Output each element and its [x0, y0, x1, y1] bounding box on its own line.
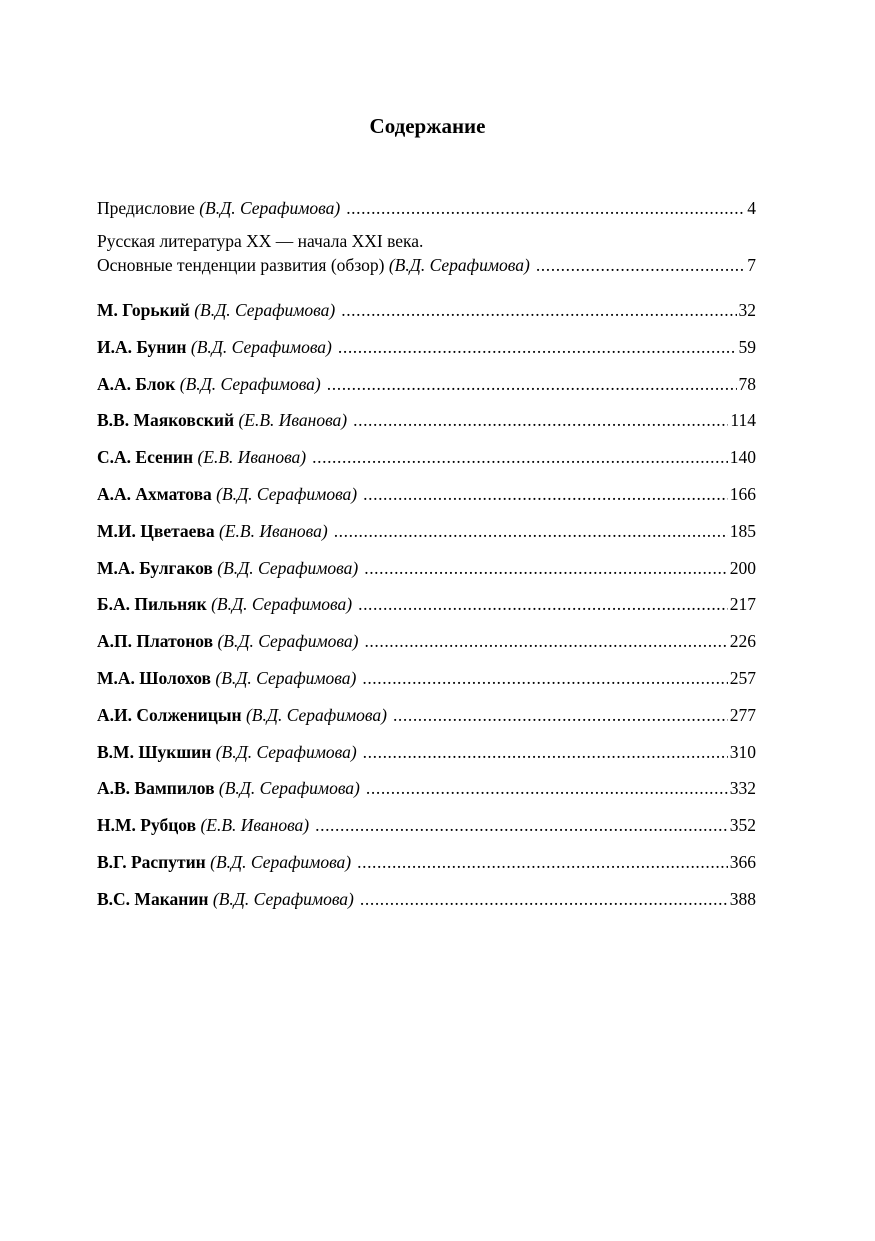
toc-entry-line — [97, 253, 756, 277]
toc-entry-name: В.С. Маканин — [97, 888, 209, 909]
dot-leader — [315, 813, 728, 837]
toc-entry-page: 140 — [729, 447, 756, 468]
toc-entry-author: (В.Д. Серафимова) — [218, 778, 360, 799]
toc-entry-page: 78 — [738, 373, 756, 394]
toc-entry-name: В.М. Шукшин — [97, 741, 212, 762]
toc-entry-name: И.А. Бунин — [97, 336, 187, 357]
toc-entry[interactable] — [97, 482, 756, 506]
toc-entry-name: В.В. Маяковский — [97, 410, 235, 431]
toc-entry[interactable] — [97, 666, 756, 690]
dot-leader — [357, 850, 728, 874]
toc-entry-name: А.А. Блок — [97, 373, 176, 394]
toc-entry[interactable] — [97, 740, 756, 764]
dot-leader — [341, 298, 736, 322]
dot-leader — [327, 372, 737, 396]
dot-leader — [364, 556, 728, 580]
toc-entry-text: Русская литература XX — начала XXI века. — [97, 231, 424, 251]
toc-entry-name: А.И. Солженицын — [97, 704, 242, 725]
toc-entry-author: (В.Д. Серафимова) — [210, 851, 352, 872]
toc-entry-author: (В.Д. Серафимова) — [179, 373, 321, 394]
toc-entry[interactable] — [97, 592, 756, 616]
toc-entry-author: (Е.В. Иванова) — [197, 447, 307, 468]
toc-entry-page: 277 — [729, 704, 756, 725]
table-of-contents — [97, 196, 756, 924]
toc-entry-name: Н.М. Рубцов — [97, 815, 197, 836]
toc-entry[interactable] — [97, 372, 756, 396]
toc-entry-page: 388 — [729, 888, 756, 909]
toc-entry-author: (В.Д. Серафимова) — [245, 704, 387, 725]
toc-entry[interactable] — [97, 776, 756, 800]
toc-entry[interactable] — [97, 703, 756, 727]
dot-leader — [363, 482, 728, 506]
toc-entry-author: (В.Д. Серафимова) — [199, 198, 341, 218]
toc-entry-author: (Е.В. Иванова) — [238, 410, 348, 431]
toc-entry-page: 257 — [729, 667, 756, 688]
toc-entry-author: (В.Д. Серафимова) — [194, 300, 336, 320]
toc-entry-page: 114 — [730, 410, 756, 431]
dot-leader — [358, 592, 728, 616]
toc-entry-page: 310 — [729, 741, 756, 762]
dot-leader — [346, 196, 745, 220]
toc-entry-name: Б.А. Пильняк — [97, 594, 207, 615]
toc-entry-page: 185 — [729, 520, 756, 541]
dot-leader — [334, 519, 728, 543]
toc-entry[interactable] — [97, 629, 756, 653]
toc-entry-page: 7 — [747, 255, 756, 275]
toc-author-list — [97, 298, 756, 911]
toc-entry-author: (В.Д. Серафимова) — [212, 888, 354, 909]
toc-entry-name: А.А. Ахматова — [97, 483, 212, 504]
toc-entry-name: М.И. Цветаева — [97, 520, 215, 541]
page-title: Содержание — [369, 114, 486, 138]
toc-entry-page: 217 — [729, 594, 756, 615]
toc-entry-preface[interactable] — [97, 196, 756, 220]
toc-entry[interactable] — [97, 556, 756, 580]
toc-entry[interactable] — [97, 408, 756, 432]
dot-leader — [393, 703, 728, 727]
dot-leader — [364, 629, 727, 653]
toc-entry-page: 226 — [729, 631, 756, 652]
toc-entry-name: М. Горький — [97, 300, 190, 320]
toc-entry-author: (В.Д. Серафимова) — [211, 594, 353, 615]
toc-entry-author: (В.Д. Серафимова) — [217, 631, 359, 652]
toc-entry-page: 352 — [729, 815, 756, 836]
dot-leader — [536, 253, 745, 277]
toc-entry-page: 59 — [738, 336, 756, 357]
dot-leader — [360, 887, 728, 911]
toc-entry-page: 32 — [738, 300, 756, 320]
toc-entry-overview[interactable] — [97, 229, 756, 277]
toc-entry[interactable] — [97, 887, 756, 911]
toc-entry[interactable] — [97, 298, 756, 322]
toc-entry-author: (В.Д. Серафимова) — [215, 741, 357, 762]
toc-entry-author: (В.Д. Серафимова) — [388, 255, 530, 275]
toc-entry-name: С.А. Есенин — [97, 447, 194, 468]
toc-entry-page: 332 — [729, 778, 756, 799]
toc-entry-name: М.А. Шолохов — [97, 667, 211, 688]
dot-leader — [363, 740, 728, 764]
dot-leader — [312, 445, 728, 469]
dot-leader — [366, 776, 728, 800]
toc-entry-name: А.В. Вампилов — [97, 778, 215, 799]
toc-entry-author: (В.Д. Серафимова) — [190, 336, 332, 357]
toc-entry-author: (В.Д. Серафимова) — [217, 557, 359, 578]
toc-entry[interactable] — [97, 813, 756, 837]
toc-entry-name: В.Г. Распутин — [97, 851, 206, 872]
toc-entry[interactable] — [97, 519, 756, 543]
dot-leader — [353, 408, 728, 432]
toc-entry-author: (Е.В. Иванова) — [219, 520, 328, 541]
toc-entry-page: 166 — [729, 483, 756, 504]
toc-entry-name: М.А. Булгаков — [97, 557, 213, 578]
toc-entry-author: (В.Д. Серафимова) — [216, 483, 358, 504]
toc-entry-author: (Е.В. Иванова) — [200, 815, 310, 836]
toc-entry-page: 366 — [729, 851, 756, 872]
toc-entry-author: (В.Д. Серафимова) — [215, 667, 357, 688]
toc-entry-page: 200 — [729, 557, 756, 578]
dot-leader — [362, 666, 727, 690]
toc-entry-text: Предисловие — [97, 198, 195, 218]
toc-entry-page: 4 — [747, 198, 756, 218]
toc-entry-name: А.П. Платонов — [97, 631, 214, 652]
toc-entry[interactable] — [97, 850, 756, 874]
dot-leader — [338, 335, 737, 359]
toc-entry[interactable] — [97, 445, 756, 469]
toc-entry-text: Основные тенденции развития (обзор) — [97, 255, 385, 275]
toc-entry[interactable] — [97, 335, 756, 359]
